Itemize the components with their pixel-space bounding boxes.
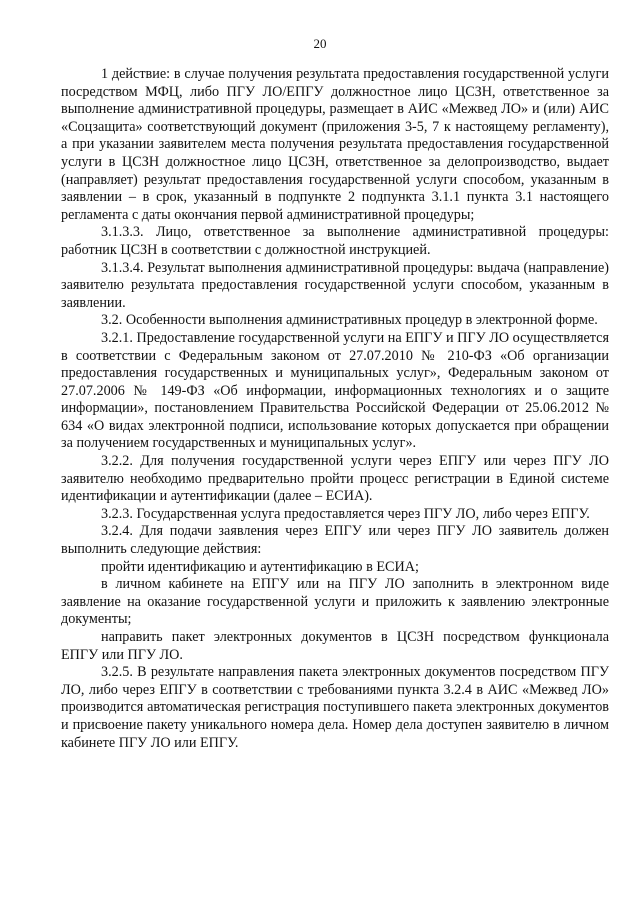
- page-number: 20: [313, 36, 327, 51]
- paragraph-3-2-2: 3.2.2. Для получения государственной услуги через ЕПГУ или через ПГУ ЛО заявителю необходимо предварительно пройти процесс регистрации в Единой системе идентификации и аутентификации (далее – ЕСИА).: [61, 453, 609, 505]
- paragraph-action-1: 1 действие: в случае получения результата предоставления государственной услуги посредством МФЦ, либо ПГУ ЛО/ЕПГУ должностное лицо ЦСЗН, ответственное за выполнение административной процедуры, размещает в АИС «Межвед ЛО» и (или) АИС «Соцзащита» соответствующий документ (приложения 3-5, 7 к настоящему регламенту), а при указании заявителем места получения результата предоставления государственной услуги в ЦСЗН должностное лицо ЦСЗН, ответственное за делопроизводство, выдает (направляет) результат предоставления государственной услуги способом, указанным в заявлении – в срок, указанный в подпункте 2 подпункта 3.1.1 пункта 3.1 настоящего регламента с даты окончания первой административной процедуры;: [61, 66, 609, 223]
- paragraph-3-2-3: 3.2.3. Государственная услуга предоставляется через ПГУ ЛО, либо через ЕПГУ.: [101, 505, 590, 522]
- document-body: [61, 66, 609, 752]
- paragraph-3-1-3-3: 3.1.3.3. Лицо, ответственное за выполнение административной процедуры: работник ЦСЗН в соответствии с должностной инструкцией.: [61, 224, 609, 258]
- list-item-send-package: направить пакет электронных документов в ЦСЗН посредством функционала ЕПГУ или ПГУ ЛО.: [61, 629, 609, 663]
- paragraph-3-2-4: 3.2.4. Для подачи заявления через ЕПГУ или через ПГУ ЛО заявитель должен выполнить следующие действия:: [61, 523, 609, 558]
- paragraph-3-1-3-4: 3.1.3.4. Результат выполнения административной процедуры: выдача (направление) заявителю результата предоставления государственной услуги способом, указанным в заявлении.: [61, 259, 609, 311]
- paragraph-3-2-5: 3.2.5. В результате направления пакета электронных документов посредством ПГУ ЛО, либо через ЕПГУ в соответствии с требованиями пункта 3.2.4 в АИС «Межвед ЛО» производится автоматическая регистрация поступившего пакета электронных документов и присвоение пакету уникального номера дела. Номер дела доступен заявителю в личном кабинете ПГУ ЛО или ЕПГУ.: [61, 664, 609, 751]
- paragraph-3-2-1: 3.2.1. Предоставление государственной услуги на ЕПГУ и ПГУ ЛО осуществляется в соответствии с Федеральным законом от 27.07.2010 № 210-ФЗ «Об организации предоставления государственных и муниципальных услуг», Федеральным законом от 27.07.2006 № 149-ФЗ «Об информации, информационных технологиях и о защите информации», постановлением Правительства Российской Федерации от 25.06.2012 № 634 «О видах электронной подписи, использование которых допускается при обращении за получением государственных и муниципальных услуг».: [61, 329, 609, 452]
- list-item-identification: пройти идентификацию и аутентификацию в ЕСИА;: [101, 558, 419, 575]
- list-item-fill-application: в личном кабинете на ЕПГУ или на ПГУ ЛО заполнить в электронном виде заявление на оказание государственной услуги и приложить к заявлению электронные документы;: [61, 576, 609, 628]
- paragraph-3-2: 3.2. Особенности выполнения административных процедур в электронной форме.: [101, 312, 598, 329]
